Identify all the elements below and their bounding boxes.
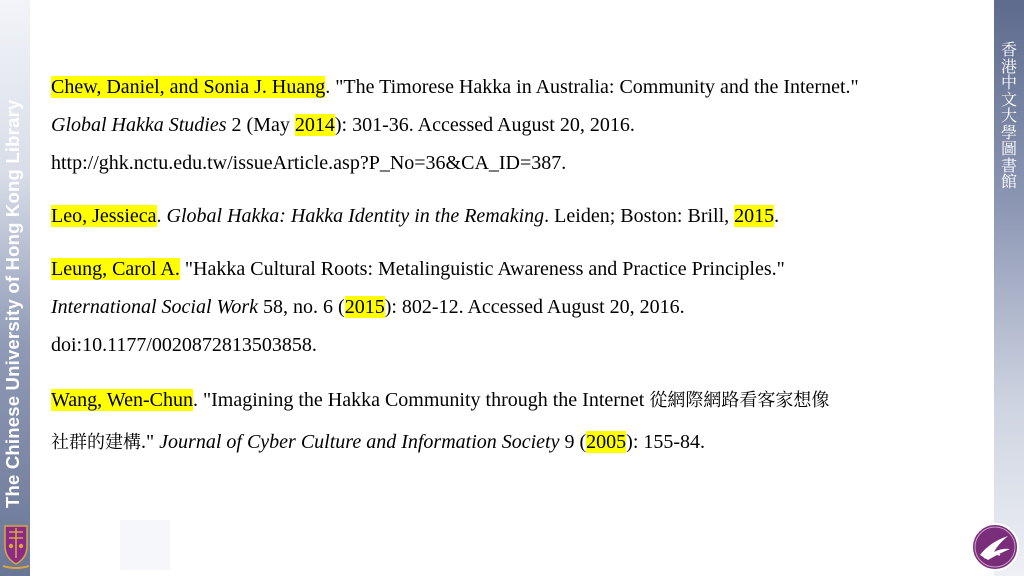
chinese-title: 從網際網路看客家想像 <box>649 390 830 411</box>
reference-doi: doi:10.1177/0020872813503858. <box>51 334 317 356</box>
year-highlight: 2014 <box>294 114 335 136</box>
author-highlight: Leung, Carol A. <box>51 258 180 280</box>
reference-line <box>51 197 986 235</box>
year-highlight: 2015 <box>344 296 385 318</box>
faint-watermark-box <box>120 520 170 570</box>
journal-title: Journal of Cyber Culture and Information Society <box>159 431 560 453</box>
citation-text: . "The Timorese Hakka in Australia: Community and the Internet." <box>325 76 859 98</box>
journal-title: Global Hakka Studies <box>51 114 227 136</box>
citation-text: 9 ( <box>559 431 587 453</box>
reference-entry <box>51 250 986 364</box>
citation-text: ): 301-36. Accessed August 20, 2016. <box>334 114 635 136</box>
year-highlight: 2015 <box>734 205 775 227</box>
library-name-chinese: 香港中文大學圖書館 <box>1000 40 1017 191</box>
reference-entry <box>51 379 986 463</box>
university-crest-icon <box>1 518 31 570</box>
reference-line <box>51 68 986 106</box>
right-sidebar-band <box>994 0 1024 576</box>
author-highlight: Leo, Jessieca <box>51 205 157 227</box>
library-logo-icon <box>970 522 1020 572</box>
citation-text: "Hakka Cultural Roots: Metalinguistic Awareness and Practice Principles." <box>179 258 785 280</box>
reference-line <box>51 288 986 326</box>
citation-text: ." <box>141 431 160 453</box>
reference-line <box>51 421 986 463</box>
author-highlight: Chew, Daniel, and Sonia J. Huang <box>51 76 326 98</box>
citation-text: . <box>156 205 167 227</box>
book-title: Global Hakka: Hakka Identity in the Remaking <box>166 205 545 227</box>
reference-entry <box>51 68 986 182</box>
journal-title: International Social Work <box>51 296 259 318</box>
left-sidebar-band <box>0 0 30 576</box>
citation-text: 58, no. 6 ( <box>258 296 345 318</box>
citation-text: . Leiden; Boston: Brill, <box>544 205 735 227</box>
reference-line <box>51 106 986 144</box>
reference-entry <box>51 197 986 235</box>
author-highlight: Wang, Wen-Chun <box>51 389 193 411</box>
citation-text: ): 155-84. <box>626 431 706 453</box>
reference-line <box>51 379 986 421</box>
year-highlight: 2005 <box>586 431 627 453</box>
chinese-title: 社群的建構 <box>51 432 141 453</box>
reference-list <box>51 68 986 463</box>
citation-text: 2 (May <box>226 114 295 136</box>
library-name-vertical: The Chinese University of Hong Kong Library <box>2 99 23 508</box>
citation-text: ): 802-12. Accessed August 20, 2016. <box>384 296 685 318</box>
citation-text: . <box>774 205 780 227</box>
reference-url: http://ghk.nctu.edu.tw/issueArticle.asp?P_No=36&CA_ID=387. <box>51 152 567 174</box>
reference-line <box>51 250 986 288</box>
citation-text: . "Imagining the Hakka Community through the Internet <box>192 389 650 411</box>
